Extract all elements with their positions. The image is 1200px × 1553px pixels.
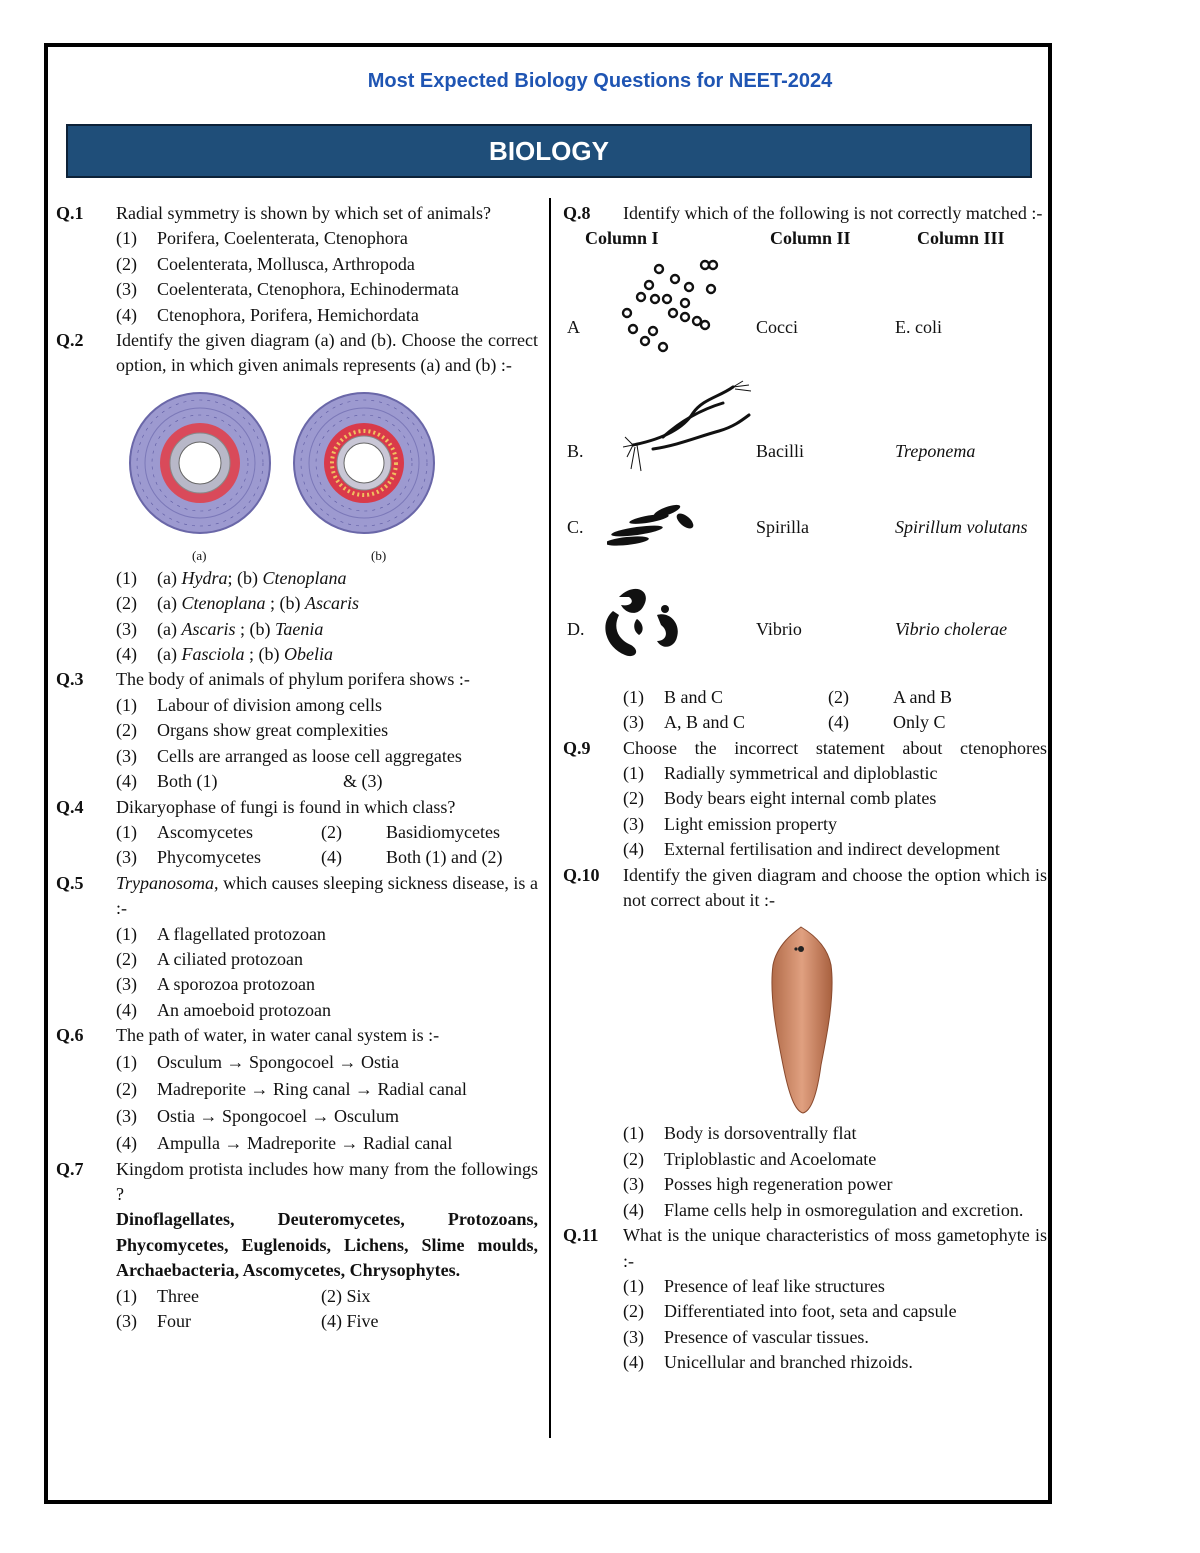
option-3: (3) Phycomycetes: [116, 847, 261, 868]
option-3: (3) Cells are arranged as loose cell aggregates: [116, 745, 462, 766]
option-2: (2) Six: [321, 1285, 371, 1306]
question-number: Q.5: [56, 872, 84, 893]
cocci-image: [619, 257, 729, 357]
option-4: (4) Only C: [828, 712, 946, 733]
question-text: Identify the given diagram and choose the option which is not correct about it :-: [623, 864, 1047, 911]
option-1: (1) (a) Hydra; (b) Ctenoplana: [116, 566, 538, 591]
question-text: Identify which of the following is not correctly matched :-: [623, 203, 1043, 223]
diagram-label-b: (b): [371, 547, 387, 563]
option-number: (2): [116, 593, 137, 614]
question-number: Q.4: [56, 796, 84, 817]
question-10: [563, 863, 1047, 1223]
question-8: [563, 201, 1047, 736]
question-9: [563, 736, 1047, 863]
option-1: (1) B and C: [623, 686, 724, 707]
option-4: [116, 303, 538, 328]
option-2: (2) Triploblastic and Acoelomate: [623, 1148, 877, 1169]
table-row: A Cocci E. coli: [563, 252, 1047, 379]
option-1: (1) Ascomycetes: [116, 821, 253, 842]
question-number: Q.7: [56, 1158, 84, 1179]
option-3: (3) Presence of vascular tissues.: [623, 1326, 869, 1347]
question-number: Q.10: [563, 864, 600, 885]
question-6: [56, 1023, 538, 1156]
option-text: Ctenophora, Porifera, Hemichordata: [157, 304, 419, 325]
question-text: The body of animals of phylum porifera shows :-: [116, 669, 470, 690]
option-4: (4) Five: [321, 1311, 379, 1331]
option-4: (4) Flame cells help in osmoregulation and excretion.: [623, 1199, 1024, 1220]
option-number: (4): [116, 304, 137, 325]
option-4: (4) Both (1) and (2): [321, 847, 503, 868]
option-3: (3) A, B and C: [623, 712, 745, 733]
spirilla-image: [607, 491, 707, 551]
option-number: (2): [116, 253, 137, 274]
question-text: Identify the given diagram (a) and (b). Choose the correct option, in which given animals represents (a) and (b) :-: [116, 330, 538, 376]
question-text: Kingdom protista includes how many from the followings ?: [116, 1158, 538, 1204]
question-text: Choose the incorrect statement about ctenophores: [623, 737, 1047, 758]
option-3: (3) Four: [116, 1311, 192, 1331]
option-2: (2) Body bears eight internal comb plates: [623, 788, 937, 809]
question-4: [56, 795, 538, 871]
option-number: (4): [116, 644, 137, 665]
option-3: [116, 277, 538, 302]
option-4: (4) (a) Fasciola ; (b) Obelia: [116, 642, 538, 667]
question-1: [56, 201, 538, 328]
option-4: (4) Both (1) & (3): [116, 771, 383, 792]
option-text: Coelenterata, Mollusca, Arthropoda: [157, 253, 415, 274]
question-11: [563, 1223, 1047, 1375]
option-2: (2) Organs show great complexities: [116, 720, 389, 741]
option-number: (1): [116, 228, 137, 249]
option-3: (3) A sporozoa protozoan: [116, 974, 315, 995]
question-number: Q.11: [563, 1225, 599, 1246]
question-text: Trypanosoma, which causes sleeping sickness disease, is a :-: [116, 872, 538, 919]
question-text: The path of water, in water canal system is :-: [116, 1025, 440, 1046]
option-1: (1) Body is dorsoventrally flat: [623, 1123, 857, 1144]
option-4: (4) External fertilisation and indirect development: [623, 839, 1000, 860]
question-text: Radial symmetry is shown by which set of animals?: [116, 203, 491, 223]
organism-list: Dinoflagellates, Deuteromycetes, Protozoans, Phycomycetes, Euglenoids, Lichens, Slime moulds, Archaebacteria, Ascomycetes, Chrysophytes.: [116, 1209, 538, 1281]
column-header: Column I: [585, 228, 659, 249]
vibrio-image: [595, 575, 695, 665]
option-2: (2) Basidiomycetes: [321, 821, 500, 842]
question-5: [56, 871, 538, 1023]
option-1: (1) Presence of leaf like structures: [623, 1275, 885, 1296]
planaria-image: [763, 925, 843, 1115]
option-2: (2) Differentiated into foot, seta and capsule: [623, 1301, 957, 1322]
diagram-label-a: (a): [192, 547, 207, 563]
option-3: (3) Posses high regeneration power: [623, 1174, 893, 1195]
option-3: (3) Light emission property: [623, 813, 837, 834]
right-column: [563, 201, 1047, 1376]
question-number: Q.2: [56, 330, 84, 351]
question-number: Q.9: [563, 737, 591, 758]
document-title: Most Expected Biology Questions for NEET-2024: [367, 70, 833, 92]
body-cross-sections-image: [116, 379, 446, 566]
question-text: What is the unique characteristics of moss gametophyte is :-: [623, 1225, 1047, 1271]
option-2: (2) (a) Ctenoplana ; (b) Ascaris: [116, 591, 538, 616]
option-number: (3): [116, 279, 137, 300]
question-3: [56, 667, 538, 794]
option-3: (3) Ostia → Spongocoel → Osculum: [116, 1105, 399, 1126]
cross-section-diagram: [116, 379, 538, 566]
question-2: [56, 328, 538, 667]
question-number: Q.6: [56, 1025, 84, 1046]
options-grid: [623, 685, 1047, 736]
option-2: (2) A ciliated protozoan: [116, 948, 303, 969]
option-1: (1) Radially symmetrical and diploblastic: [623, 763, 938, 784]
bacilli-image: [623, 379, 753, 474]
option-number: (1): [116, 567, 137, 588]
question-text: Dikaryophase of fungi is found in which class?: [116, 796, 456, 817]
table-row: D. Vibrio Vibrio cholerae: [563, 579, 1047, 685]
options-grid: [116, 1284, 538, 1335]
option-2: [116, 252, 538, 277]
column-header: Column III: [917, 228, 1005, 249]
subject-banner: BIOLOGY: [66, 124, 1032, 178]
option-1: (1) Labour of division among cells: [116, 694, 382, 715]
options-grid: [116, 820, 538, 871]
option-text: Porifera, Coelenterata, Ctenophora: [157, 228, 408, 249]
question-number: Q.3: [56, 669, 84, 690]
option-1: (1) Three: [116, 1285, 199, 1306]
option-number: (3): [116, 618, 137, 639]
option-1: [116, 226, 538, 251]
planaria-diagram: [563, 913, 1047, 1121]
option-4: (4) Unicellular and branched rhizoids.: [623, 1352, 913, 1373]
option-4: (4) Ampulla → Madreporite → Radial canal: [116, 1132, 453, 1153]
left-column: [56, 201, 538, 1334]
table-row: C. Spirilla Spirillum volutans: [563, 479, 1047, 579]
column-divider: [549, 198, 551, 1438]
table-header: [585, 226, 1047, 251]
question-number: Q.1: [56, 203, 84, 223]
option-2: (2) Madreporite → Ring canal → Radial canal: [116, 1078, 467, 1099]
option-1: (1) Osculum → Spongocoel → Ostia: [116, 1051, 399, 1072]
option-text: Coelenterata, Ctenophora, Echinodermata: [157, 279, 459, 300]
question-7: [56, 1157, 538, 1335]
option-1: (1) A flagellated protozoan: [116, 923, 326, 944]
option-3: (3) (a) Ascaris ; (b) Taenia: [116, 617, 538, 642]
column-header: Column II: [770, 228, 851, 249]
option-4: (4) An amoeboid protozoan: [116, 999, 331, 1020]
table-row: B. Bacilli Treponema: [563, 379, 1047, 479]
option-2: (2) A and B: [828, 686, 953, 707]
question-number: Q.8: [563, 203, 591, 223]
